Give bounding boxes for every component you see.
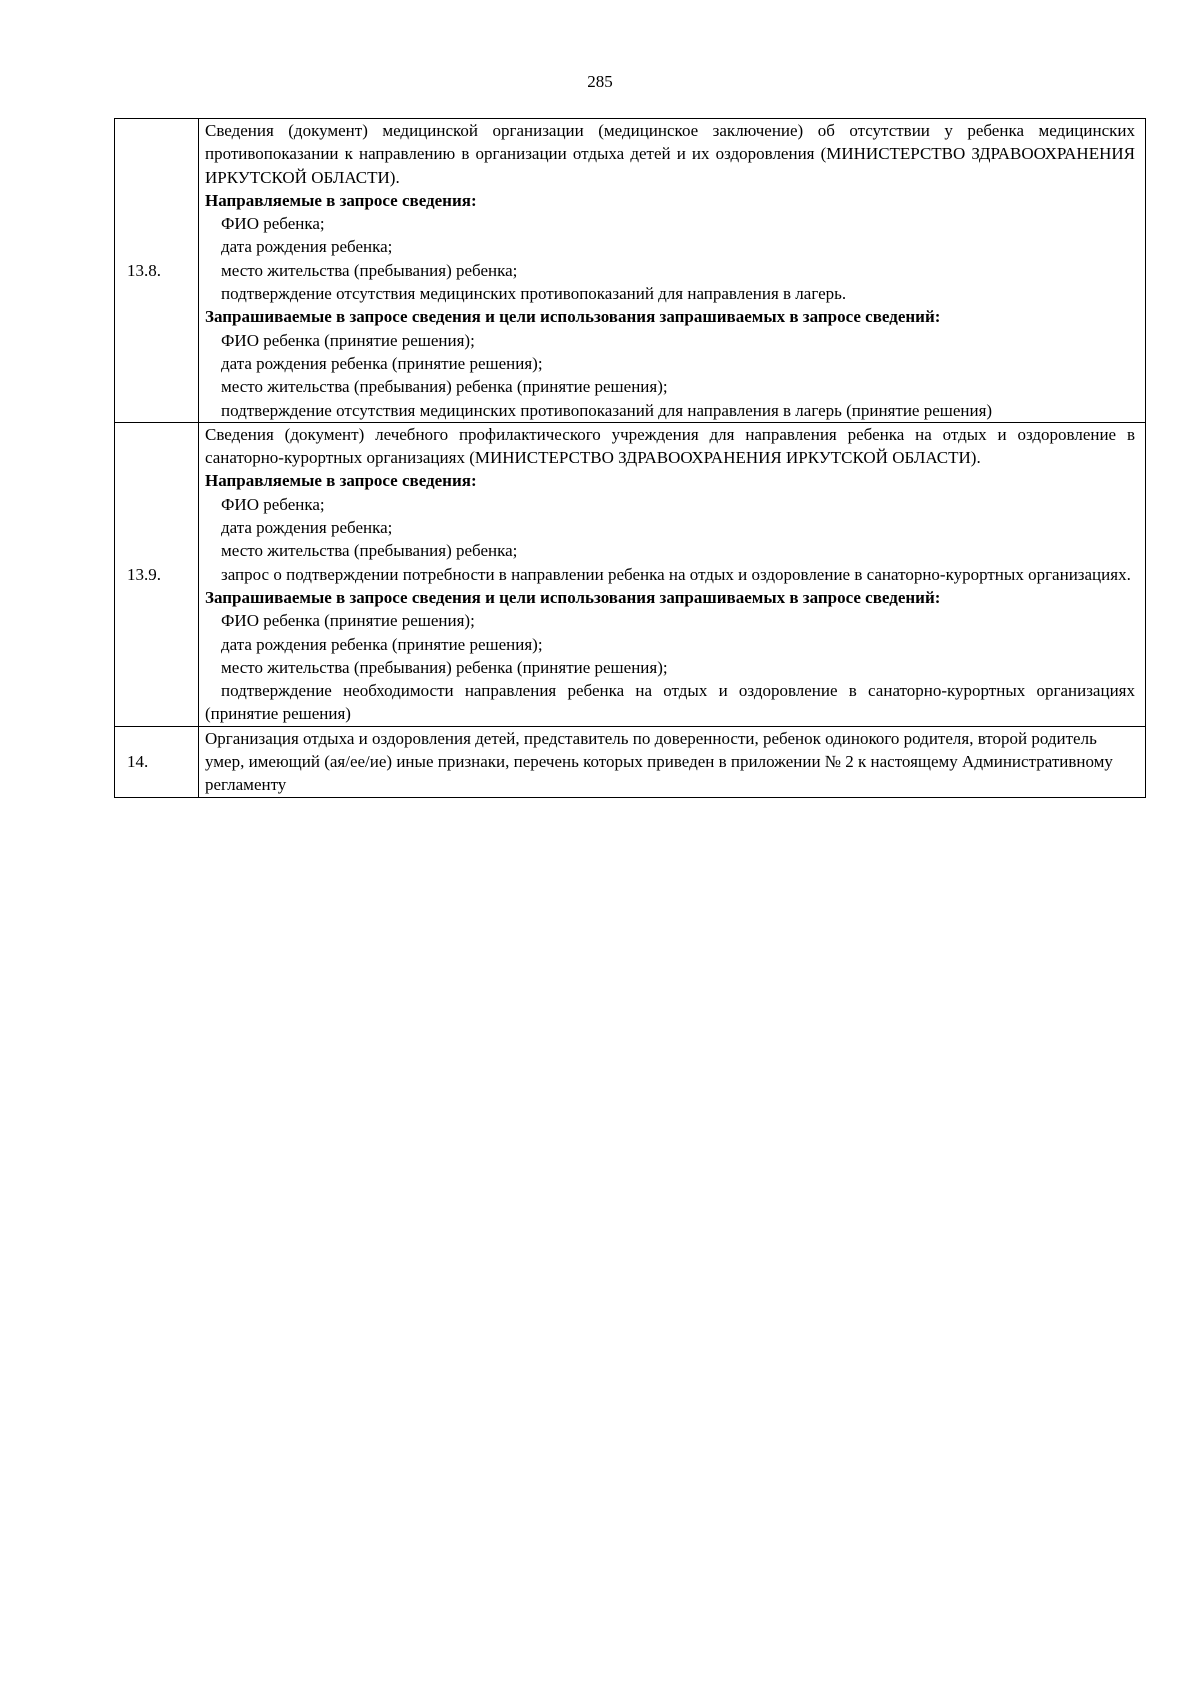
- list-item: дата рождения ребенка (принятие решения);: [221, 353, 543, 373]
- row-content: [199, 726, 1146, 797]
- list-item: ФИО ребенка;: [221, 494, 325, 514]
- row-number: 13.9.: [115, 422, 199, 726]
- list-item: ФИО ребенка (принятие решения);: [221, 611, 475, 631]
- list-item: место жительства (пребывания) ребенка (принятие решения);: [221, 657, 668, 677]
- list-item: подтверждение отсутствия медицинских противопоказаний для направления в лагерь.: [221, 284, 847, 304]
- document-table: [114, 118, 1146, 798]
- list-item: ФИО ребенка (принятие решения);: [221, 330, 475, 350]
- row-title: Сведения (документ) лечебного профилактического учреждения для направления ребенка на отдых и оздоровление в санаторно-курортных организациях (МИНИСТЕРСТВО ЗДРАВООХРАНЕНИЯ ИРКУТСКОЙ ОБЛАСТИ).: [205, 424, 1135, 468]
- list-item: ФИО ребенка;: [221, 214, 325, 234]
- list-item: подтверждение необходимости направления ребенка на отдых и оздоровление в санаторно-курортных организациях (принятие решения): [205, 681, 1135, 724]
- row-number: 14.: [115, 726, 199, 797]
- list-item: место жительства (пребывания) ребенка;: [221, 260, 518, 280]
- row-title: Сведения (документ) медицинской организации (медицинское заключение) об отсутствии у ребенка медицинских противопоказании к направлению в организации отдыха детей и их оздоровления (МИНИСТЕРСТВО ЗДРАВООХРАНЕНИЯ ИРКУТСКОЙ ОБЛАСТИ).: [205, 121, 1135, 187]
- table-row: [115, 119, 1146, 423]
- row-content: [199, 119, 1146, 423]
- list-item: запрос о подтверждении потребности в направлении ребенка на отдых и оздоровление в санаторно-курортных организациях.: [221, 564, 1131, 584]
- table-row: [115, 726, 1146, 797]
- row-text: Организация отдыха и оздоровления детей, представитель по доверенности, ребенок одинокого родителя, второй родитель умер, имеющий (ая/ее/ие) иные признаки, перечень которых приведен в приложении № 2 к настоящему Административному регламенту: [205, 728, 1113, 795]
- list-item: место жительства (пребывания) ребенка;: [221, 541, 518, 561]
- page-number: 285: [587, 72, 613, 91]
- sent-heading: Направляемые в запросе сведения:: [205, 190, 477, 210]
- table-row: [115, 422, 1146, 726]
- row-content: [199, 422, 1146, 726]
- row-number: 13.8.: [115, 119, 199, 423]
- list-item: место жительства (пребывания) ребенка (принятие решения);: [221, 377, 668, 397]
- list-item: дата рождения ребенка;: [221, 237, 393, 257]
- req-heading: Запрашиваемые в запросе сведения и цели использования запрашиваемых в запросе сведений:: [205, 307, 941, 327]
- list-item: подтверждение отсутствия медицинских противопоказаний для направления в лагерь (принятие решения): [221, 400, 993, 420]
- req-heading: Запрашиваемые в запросе сведения и цели использования запрашиваемых в запросе сведений:: [205, 587, 941, 607]
- sent-heading: Направляемые в запросе сведения:: [205, 471, 477, 491]
- list-item: дата рождения ребенка (принятие решения);: [221, 634, 543, 654]
- list-item: дата рождения ребенка;: [221, 518, 393, 538]
